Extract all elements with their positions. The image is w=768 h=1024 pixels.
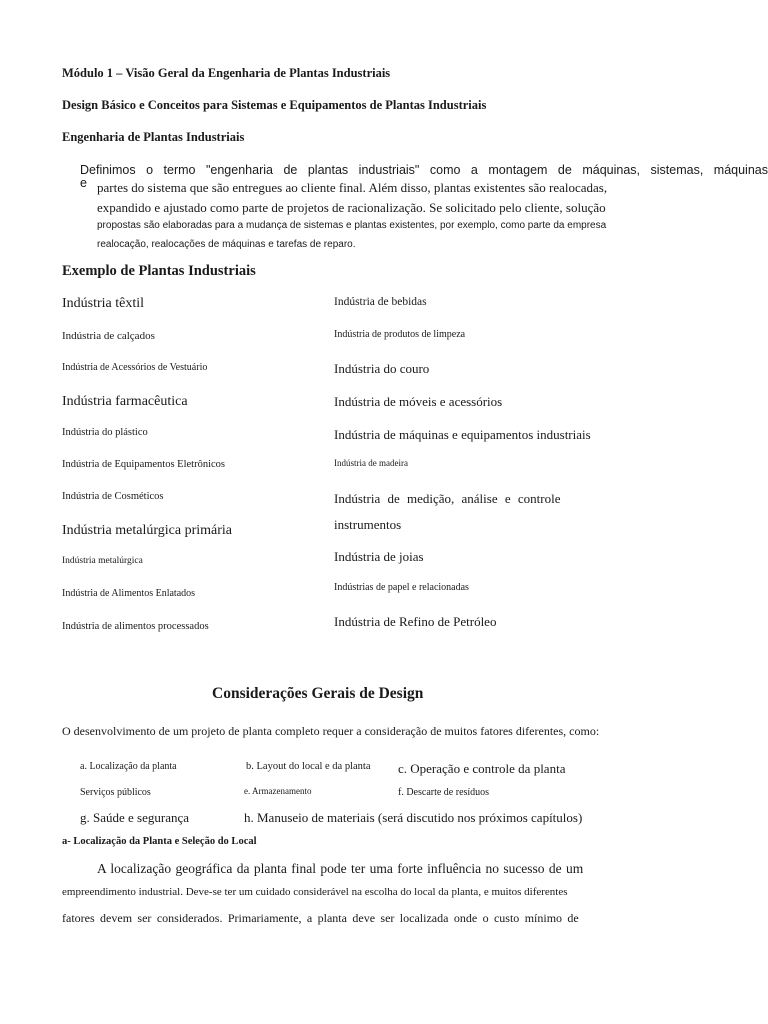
module-title: Módulo 1 – Visão Geral da Engenharia de Plantas Industriais bbox=[62, 66, 391, 80]
paragraph-line: A localização geográfica da planta final pode ter uma forte influência no sucesso de um bbox=[97, 861, 584, 876]
list-item: Indústria de Cosméticos bbox=[62, 491, 164, 502]
list-item: Indústria de Alimentos Enlatados bbox=[62, 588, 196, 599]
list-item: Indústria têxtil bbox=[62, 296, 145, 311]
list-item: Indústria metalúrgica primária bbox=[62, 523, 233, 538]
list-item: Indústria de Refino de Petróleo bbox=[334, 614, 497, 629]
intro-line-4: propostas são elaboradas para a mudança de sistemas e plantas existentes, por exemplo, como parte da empresa bbox=[97, 220, 607, 231]
paragraph-line: empreendimento industrial. Deve-se ter um cuidado considerável na escolha do local da planta, e muitos diferentes bbox=[62, 886, 568, 898]
design-item: c. Operação e controle da planta bbox=[398, 761, 566, 776]
list-item: Indústria de Acessórios de Vestuário bbox=[62, 362, 208, 373]
list-item: Indústria metalúrgica bbox=[62, 556, 143, 566]
list-item: Indústria de máquinas e equipamentos industriais bbox=[334, 427, 591, 442]
list-item: Indústria do couro bbox=[334, 361, 430, 376]
examples-title: Exemplo de Plantas Industriais bbox=[62, 263, 256, 279]
list-item: Indústria de joias bbox=[334, 549, 424, 564]
design-item: a. Localização da planta bbox=[80, 761, 177, 772]
paragraph-line: fatores devem ser considerados. Primariamente, a planta deve ser localizada onde o custo mínimo de bbox=[62, 911, 579, 925]
design-item: b. Layout do local e da planta bbox=[246, 761, 371, 772]
list-item: Indústria farmacêutica bbox=[62, 394, 188, 409]
design-item: Serviços públicos bbox=[80, 787, 151, 798]
list-item: Indústria de bebidas bbox=[334, 296, 427, 308]
design-title: Considerações Gerais de Design bbox=[212, 685, 424, 702]
subsection-title: a- Localização da Planta e Seleção do Local bbox=[62, 836, 257, 847]
list-item: Indústrias de papel e relacionadas bbox=[334, 582, 469, 593]
design-item: f. Descarte de resíduos bbox=[398, 787, 490, 798]
design-item: e. Armazenamento bbox=[244, 786, 312, 796]
intro-line-3: expandido e ajustado como parte de projetos de racionalização. Se solicitado pelo cliente, solução bbox=[97, 200, 606, 215]
list-item: Indústria do plástico bbox=[62, 427, 148, 438]
subtitle: Design Básico e Conceitos para Sistemas e Equipamentos de Plantas Industriais bbox=[62, 98, 487, 112]
list-item: Indústria de calçados bbox=[62, 330, 155, 342]
intro-line-5: realocação, realocações de máquinas e tarefas de reparo. bbox=[97, 239, 356, 250]
design-intro: O desenvolvimento de um projeto de planta completo requer a consideração de muitos fatores diferentes, como: bbox=[62, 724, 600, 738]
design-item: h. Manuseio de materiais (será discutido nos próximos capítulos) bbox=[244, 810, 583, 825]
section-title: Engenharia de Plantas Industriais bbox=[62, 130, 245, 144]
list-item: Indústria de produtos de limpeza bbox=[334, 329, 466, 340]
list-item: Indústria de móveis e acessórios bbox=[334, 394, 503, 409]
list-item: Indústria de madeira bbox=[334, 458, 408, 468]
intro-line-2: partes do sistema que são entregues ao cliente final. Além disso, plantas existentes são realocadas, bbox=[97, 180, 608, 195]
list-item: Indústria de medição, análise e controle bbox=[334, 491, 561, 506]
list-item: instrumentos bbox=[334, 517, 402, 532]
list-item: Indústria de alimentos processados bbox=[62, 621, 209, 632]
list-item: Indústria de Equipamentos Eletrônicos bbox=[62, 459, 226, 470]
intro-line-1: Definimos o termo "engenharia de plantas industriais" como a montagem de máquinas, sistemas, máquinas e bbox=[80, 163, 768, 190]
design-item: g. Saúde e segurança bbox=[80, 810, 190, 825]
